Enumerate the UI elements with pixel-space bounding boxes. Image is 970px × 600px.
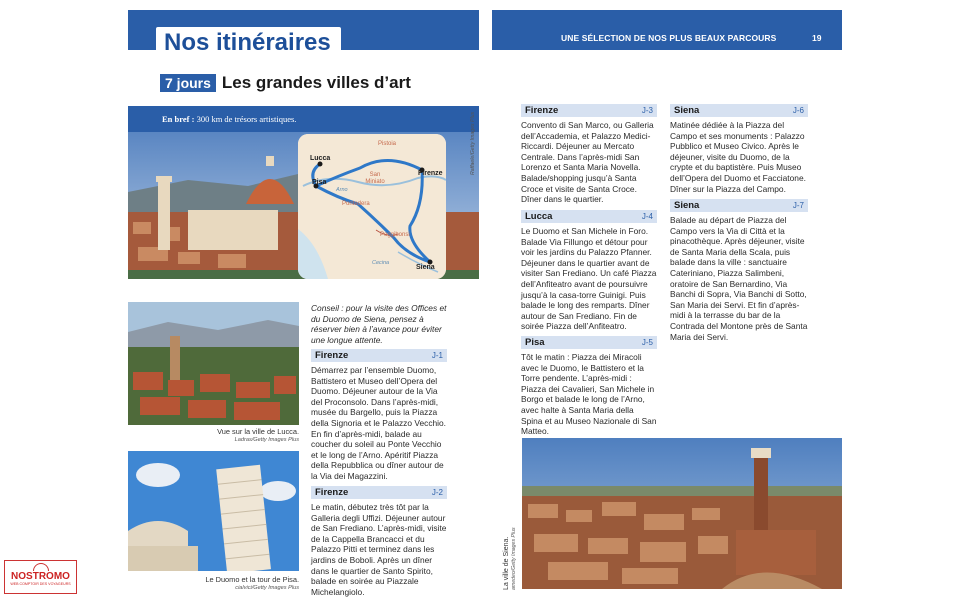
heading: Les grandes villes d’art (221, 73, 411, 92)
pisa-caption (128, 575, 299, 593)
map-label-pontedera: Pontedera (342, 201, 370, 207)
lucca-caption-text: Vue sur la ville de Lucca. (217, 427, 299, 436)
map-label-lucca: Lucca (310, 155, 331, 162)
pisa-caption-text: Le Duomo et la tour de Pisa. (205, 575, 299, 584)
entry-j2 (311, 486, 447, 597)
entry-j1-day: J-1 (431, 351, 443, 360)
entry-j2-city: Firenze (315, 487, 349, 498)
right-header-bar (492, 10, 842, 50)
entry-j4-city: Lucca (525, 211, 553, 222)
entry-j4-header (521, 210, 657, 223)
entry-j1 (311, 349, 447, 482)
days-badge: 7 jours (160, 74, 216, 92)
nostromo-logo (4, 560, 77, 594)
siena-caption-credit: amedeo/Getty Images Plus (511, 527, 517, 590)
entry-j7-day: J-7 (792, 201, 804, 210)
right-header-text: UNE SÉLECTION DE NOS PLUS BEAUX PARCOURS (561, 33, 777, 43)
entry-j1-text: Démarrez par l’ensemble Duomo, Battistero et Museo dell’Opera del Duomo. Déjeuner autour de la Via del Proconsolo. Dans l’après-midi, musée du Bargello, puis la Piazza della Signoria et le Palazzo Vecchio. En fin d’après-midi, balade au coucher du soleil au Ponte Vecchio et le long de l’Arno. Apéritif Piazza della Repubblica ou dîner autour de la Via dei Magazzini. (311, 365, 447, 481)
florence-credit: Raffaele/Getty Images Plus (470, 111, 476, 175)
entry-j6-header (670, 104, 808, 117)
map-label-poggibonsi: Poggibonsi (380, 232, 410, 238)
entry-j3-header (521, 104, 657, 117)
entry-j1-header (311, 349, 447, 362)
entry-j6-day: J-6 (792, 106, 804, 115)
itinerary-heading (160, 73, 411, 93)
entry-j2-text: Le matin, débutez très tôt par la Galleria degli Uffizi. Déjeuner autour de San Frediano. L’après-midi, visite de la Cappella Brancacci et du Palazzo Pitti et terminez dans les jardins de Boboli. Après un dîner dans le quartier de Santo Spirito, balade en soirée au Piazzale Michelangiolo. (311, 502, 447, 597)
brief-label: En bref : (162, 114, 195, 124)
lucca-photo (128, 302, 299, 425)
entry-j4-day: J-4 (641, 212, 653, 221)
logo-tagline: WEB COMPTOIR DES VOYAGEURS (10, 582, 71, 586)
entry-j4 (521, 210, 657, 332)
entry-j1-city: Firenze (315, 350, 349, 361)
entry-j5 (521, 336, 657, 437)
entry-j6-city: Siena (674, 105, 700, 116)
entry-j2-header (311, 486, 447, 499)
entry-j7-header (670, 199, 808, 212)
entry-j7-text: Balade au départ de Piazza del Campo vers la Via di Città et la pinacothèque. Après déjeuner, visite de Santa Maria della Scala, puis balade dans la ville : sanctuaire Cateriniano, Piazza Salimbeni, oratoire de San Bernardino, Via Banchi di Sopra, Via Banchi di Sotto, San Maria dei Servi. Et fin d’après-midi à la terrasse du bar de la Contrada del Montone près de Santa Maria dei Servi. (670, 215, 808, 342)
entry-j2-day: J-2 (431, 488, 443, 497)
siena-photo (522, 438, 842, 589)
map-label-siena: Siena (416, 264, 435, 271)
pisa-caption-credit: cialvici/Getty Images Plus (235, 585, 299, 591)
map-label-arno: Arno (336, 187, 348, 193)
entry-j3-text: Convento di San Marco, ou Galleria dell’Accademia, et Palazzo Medici-Riccardi. Déjeuner au Mercato Centrale. Dans l’après-midi San Lorenzo et Santa Maria Novella. Balade/shopping jusqu’à Santa Croce et visite de Santa Croce. Dîner dans le quartier. (521, 120, 654, 205)
map-label-pistoia: Pistoia (378, 141, 397, 147)
entry-j5-header (521, 336, 657, 349)
siena-caption (503, 527, 517, 590)
map-label-san-miniato: San Miniato (365, 172, 385, 185)
pisa-photo (128, 451, 299, 571)
entry-j7-city: Siena (674, 200, 700, 211)
entry-j7 (670, 199, 808, 342)
conseil-text: Conseil : pour la visite des Offices et du Duomo de Siena, pensez à réserver bien à l’avance pour éviter une longue attente. (311, 303, 447, 345)
entry-j6 (670, 104, 808, 194)
lucca-caption-credit: Ladras/Getty Images Plus (234, 437, 299, 443)
map-label-firenze: Firenze (418, 170, 443, 177)
siena-caption-text: La ville de Siena. (503, 536, 510, 590)
entry-j3 (521, 104, 657, 205)
page-number: 19 (812, 33, 822, 43)
map-label-cecina: Cecina (372, 260, 390, 266)
entry-j6-text: Matinée dédiée à la Piazza del Campo et ses monuments : Palazzo Pubblico et Museo Civico. Après le déjeuner, visite du Duomo, de la crypte et du baptistère. Puis Museo dell’Opera del Duomo et Facciatone. Dîner sur la Piazza del Campo. (670, 120, 806, 194)
brief-strip (128, 106, 479, 132)
route-map (298, 134, 446, 279)
entry-j4-text: Le Duomo et San Michele in Foro. Balade Via Fillungo et détour pour voir les jardins du Palazzo Pfanner. Déjeuner dans le quartier avant de visiter San Frediano. Un café Piazza dell’Anfiteatro avant de poursuivre jusqu’à la casa-torre Guinigi. Puis balade le long des remparts. Dîner autour de San Frediano. Fin de soirée Piazza dell’Anfiteatro. (521, 226, 657, 332)
entry-j3-day: J-3 (641, 106, 653, 115)
lucca-caption (128, 427, 299, 445)
logo-name: NOSTROMO (11, 571, 70, 582)
entry-j5-text: Tôt le matin : Piazza dei Miracoli avec le Duomo, le Battistero et la Torre pendente. L’après-midi : Piazza dei Cavalieri, San Michele in Borgo et balade le long de l’Arno, avec halte à Santa Maria della Spina et au Museo Nazionale di San Matteo. (521, 352, 657, 437)
entry-j5-city: Pisa (525, 337, 545, 348)
entry-j5-day: J-5 (641, 338, 653, 347)
page-title: Nos itinéraires (156, 27, 341, 56)
globe-icon (33, 563, 49, 571)
entry-j3-city: Firenze (525, 105, 559, 116)
brief-text: 300 km de trésors artistiques. (196, 114, 297, 124)
map-label-pisa: Pisa (312, 179, 327, 186)
